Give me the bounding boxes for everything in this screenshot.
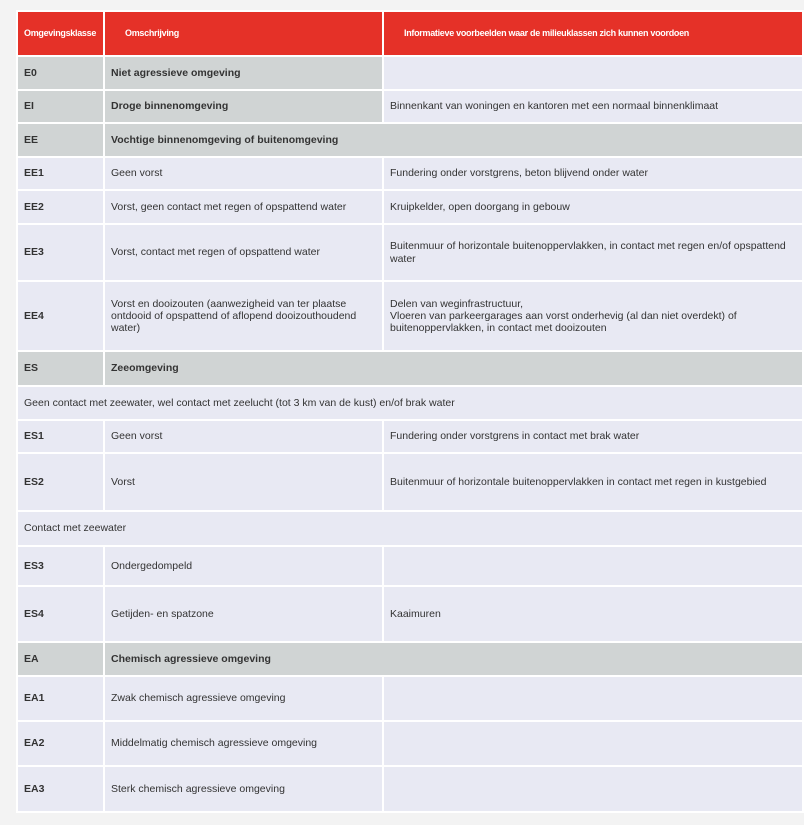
class-description: Geen vorst bbox=[104, 420, 383, 453]
class-code: E0 bbox=[17, 56, 104, 90]
example-cell: Binnenkant van woningen en kantoren met een normaal binnenklimaat bbox=[383, 90, 803, 123]
example-cell bbox=[383, 281, 803, 351]
class-description: Zwak chemisch agressieve omgeving bbox=[104, 676, 383, 721]
class-description: Vorst, contact met regen of opspattend water bbox=[104, 224, 383, 281]
class-code: EA1 bbox=[17, 676, 104, 721]
table-row bbox=[17, 546, 803, 586]
table-row bbox=[17, 420, 803, 453]
class-description: Sterk chemisch agressieve omgeving bbox=[104, 766, 383, 812]
header-environment-class: Omgevingsklasse bbox=[17, 11, 104, 56]
table-row bbox=[17, 676, 803, 721]
class-description: Vorst en dooizouten (aanwezigheid van ter plaatse ontdooid of opspattend of aflopend dooizouthoudend water) bbox=[104, 281, 383, 351]
table-row bbox=[17, 351, 803, 386]
example-cell: Fundering onder vorstgrens in contact met brak water bbox=[383, 420, 803, 453]
table-row bbox=[17, 90, 803, 123]
class-description: Ondergedompeld bbox=[104, 546, 383, 586]
group-note: Geen contact met zeewater, wel contact met zeelucht (tot 3 km van de kust) en/of brak water bbox=[17, 386, 803, 420]
table-row bbox=[17, 224, 803, 281]
table-row bbox=[17, 281, 803, 351]
class-code: EE2 bbox=[17, 190, 104, 224]
example-cell bbox=[383, 676, 803, 721]
class-code: EA bbox=[17, 642, 104, 676]
class-description: Vorst bbox=[104, 453, 383, 511]
table-header bbox=[17, 11, 803, 56]
environment-class-table bbox=[16, 10, 804, 813]
class-code: EE1 bbox=[17, 157, 104, 190]
class-code: EI bbox=[17, 90, 104, 123]
table-row bbox=[17, 190, 803, 224]
table-row bbox=[17, 453, 803, 511]
class-code: EA2 bbox=[17, 721, 104, 766]
table-row bbox=[17, 386, 803, 420]
table-row bbox=[17, 157, 803, 190]
class-code: ES4 bbox=[17, 586, 104, 642]
class-title: Niet agressieve omgeving bbox=[104, 56, 383, 90]
example-cell: Kruipkelder, open doorgang in gebouw bbox=[383, 190, 803, 224]
group-note: Contact met zeewater bbox=[17, 511, 803, 546]
table-row bbox=[17, 56, 803, 90]
table-row bbox=[17, 511, 803, 546]
class-title: Droge binnenomgeving bbox=[104, 90, 383, 123]
class-description: Getijden- en spatzone bbox=[104, 586, 383, 642]
class-title: Chemisch agressieve omgeving bbox=[104, 642, 803, 676]
class-description: Middelmatig chemisch agressieve omgeving bbox=[104, 721, 383, 766]
example-cell: Kaaimuren bbox=[383, 586, 803, 642]
table-row bbox=[17, 642, 803, 676]
example-cell bbox=[383, 56, 803, 90]
table-row bbox=[17, 123, 803, 157]
class-description: Vorst, geen contact met regen of opspattend water bbox=[104, 190, 383, 224]
example-cell bbox=[383, 546, 803, 586]
example-line: Delen van weginfrastructuur, bbox=[390, 297, 524, 310]
header-examples: Informatieve voorbeelden waar de milieuklassen zich kunnen voordoen bbox=[383, 11, 803, 56]
example-line: Vloeren van parkeergarages aan vorst onderhevig (al dan niet overdekt) of buitenoppervlakken, in contact met dooizouten bbox=[390, 309, 737, 335]
example-cell bbox=[383, 721, 803, 766]
table-row bbox=[17, 721, 803, 766]
class-code: EE bbox=[17, 123, 104, 157]
header-description: Omschrijving bbox=[104, 11, 383, 56]
example-cell: Fundering onder vorstgrens, beton blijvend onder water bbox=[383, 157, 803, 190]
table-row bbox=[17, 766, 803, 812]
class-code: ES3 bbox=[17, 546, 104, 586]
class-code: ES bbox=[17, 351, 104, 386]
class-title: Zeeomgeving bbox=[104, 351, 803, 386]
class-code: ES2 bbox=[17, 453, 104, 511]
class-code: EE3 bbox=[17, 224, 104, 281]
class-description: Geen vorst bbox=[104, 157, 383, 190]
class-code: EA3 bbox=[17, 766, 104, 812]
table-row bbox=[17, 586, 803, 642]
example-cell: Buitenmuur of horizontale buitenoppervlakken in contact met regen in kustgebied bbox=[383, 453, 803, 511]
class-code: ES1 bbox=[17, 420, 104, 453]
class-code: EE4 bbox=[17, 281, 104, 351]
class-title: Vochtige binnenomgeving of buitenomgeving bbox=[104, 123, 803, 157]
example-cell bbox=[383, 766, 803, 812]
example-cell: Buitenmuur of horizontale buitenoppervlakken, in contact met regen en/of opspattend water bbox=[383, 224, 803, 281]
